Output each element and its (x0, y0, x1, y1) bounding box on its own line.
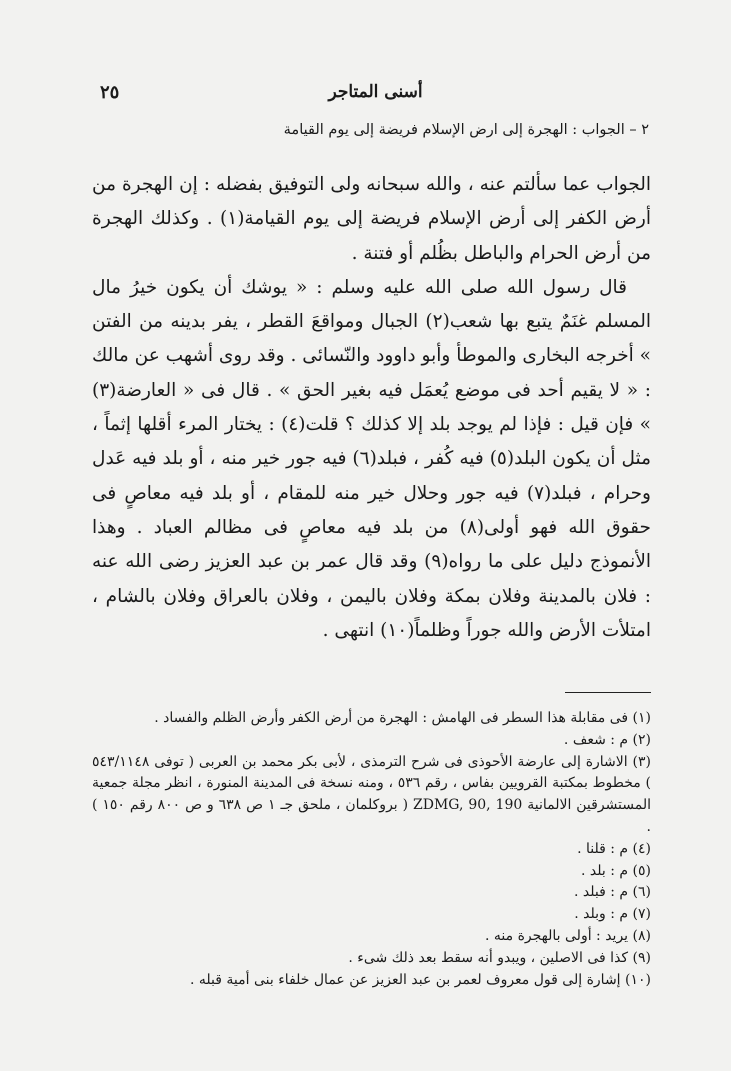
footnote: (٨) يريد : أولى بالهجرة منه . (485, 927, 651, 944)
footnotes (92, 708, 651, 991)
section-heading: ٢ – الجواب : الهجرة إلى ارض الإسلام فريضة إلى يوم القيامة (283, 122, 649, 138)
footnote-separator (565, 692, 651, 693)
footnote: (٦) م : فبلد . (574, 884, 651, 901)
footnote: (٣) الاشارة إلى عارضة الأحوذى فى شرح الترمذى ، لأبى بكر محمد بن العربى ( توفى ٥٤٣/١١٤٨ ) مخطوط بمكتبة القرويين بفاس ، رقم ٥٣٦ ، ومنه نسخة فى المدينة المنورة ، انظر مجلة جمعية المستشرقين الالمانية ZDMG, 90, 190 ( بروكلمان ، ملحق جـ ١ ص ٦٣٨ و ص ٨٠٠ رقم ١٥٠ ) . (92, 753, 652, 835)
footnote: (٥) م : بلد . (581, 862, 651, 879)
footnote: (٤) م : قلنا . (577, 840, 651, 857)
page-header (100, 80, 651, 110)
paragraph-hadith: قال رسول الله صلى الله عليه وسلم : « يوشك أن يكون خيرُ مال المسلم غنَمٌ يتبع بها شعب(٢) الجبال ومواقعَ القطر ، يفر بدينه من الفتن » أخرجه البخارى والموطأ وأبو داوود والنّسائى . وقد روى أشهب عن مالك : « لا يقيم أحد فى موضع يُعمَل فيه بغير الحق » . قال فى « العارضة(٣) » فإن قيل : فإذا لم يوجد بلد إلا كذلك ؟ قلت(٤) : يختار المرء أقلها إثماً ، مثل أن يكون البلد(٥) فيه كُفر ، فبلد(٦) فيه جور خير منه ، أو بلد فيه عَدل وحرام ، فبلد(٧) فيه جور وحلال خير منه للمقام ، أو بلد فيه معاصٍ فى حقوق الله فهو أولى(٨) من بلد فيه معاصٍ فى مظالم العباد . وهذا الأنموذج دليل على ما رواه(٩) وقد قال عمر بن عبد العزيز رضى الله عنه : فلان بالمدينة وفلان بمكة وفلان باليمن ، وفلان بالعراق وفلان بالشام ، امتلأت الأرض والله جوراً وظلماً(١٠) انتهى . (92, 276, 652, 641)
paragraph-answer: الجواب عما سألتم عنه ، والله سبحانه ولى التوفيق بفضله : إن الهجرة من أرض الكفر إلى أرض الإسلام فريضة إلى يوم القيامة(١) . وكذلك الهجرة من أرض الحرام والباطل بظُلم أو فتنة . (92, 174, 651, 264)
footnote: (٧) م : وبلد . (574, 906, 651, 923)
running-title: أسنى المتاجر (328, 82, 423, 102)
page-number: ٢٥ (100, 82, 120, 103)
footnote: (٩) كذا فى الاصلين ، ويبدو أنه سقط بعد ذلك شىء . (348, 949, 651, 966)
footnote: (١٠) إشارة إلى قول معروف لعمر بن عبد العزيز عن عمال خلفاء بنى أمية قبله . (190, 971, 651, 988)
footnote: (١) فى مقابلة هذا السطر فى الهامش : الهجرة من أرض الكفر وأرض الظلم والفساد . (154, 710, 651, 726)
main-text (92, 168, 651, 648)
footnote: (٢) م : شعف . (563, 731, 651, 748)
